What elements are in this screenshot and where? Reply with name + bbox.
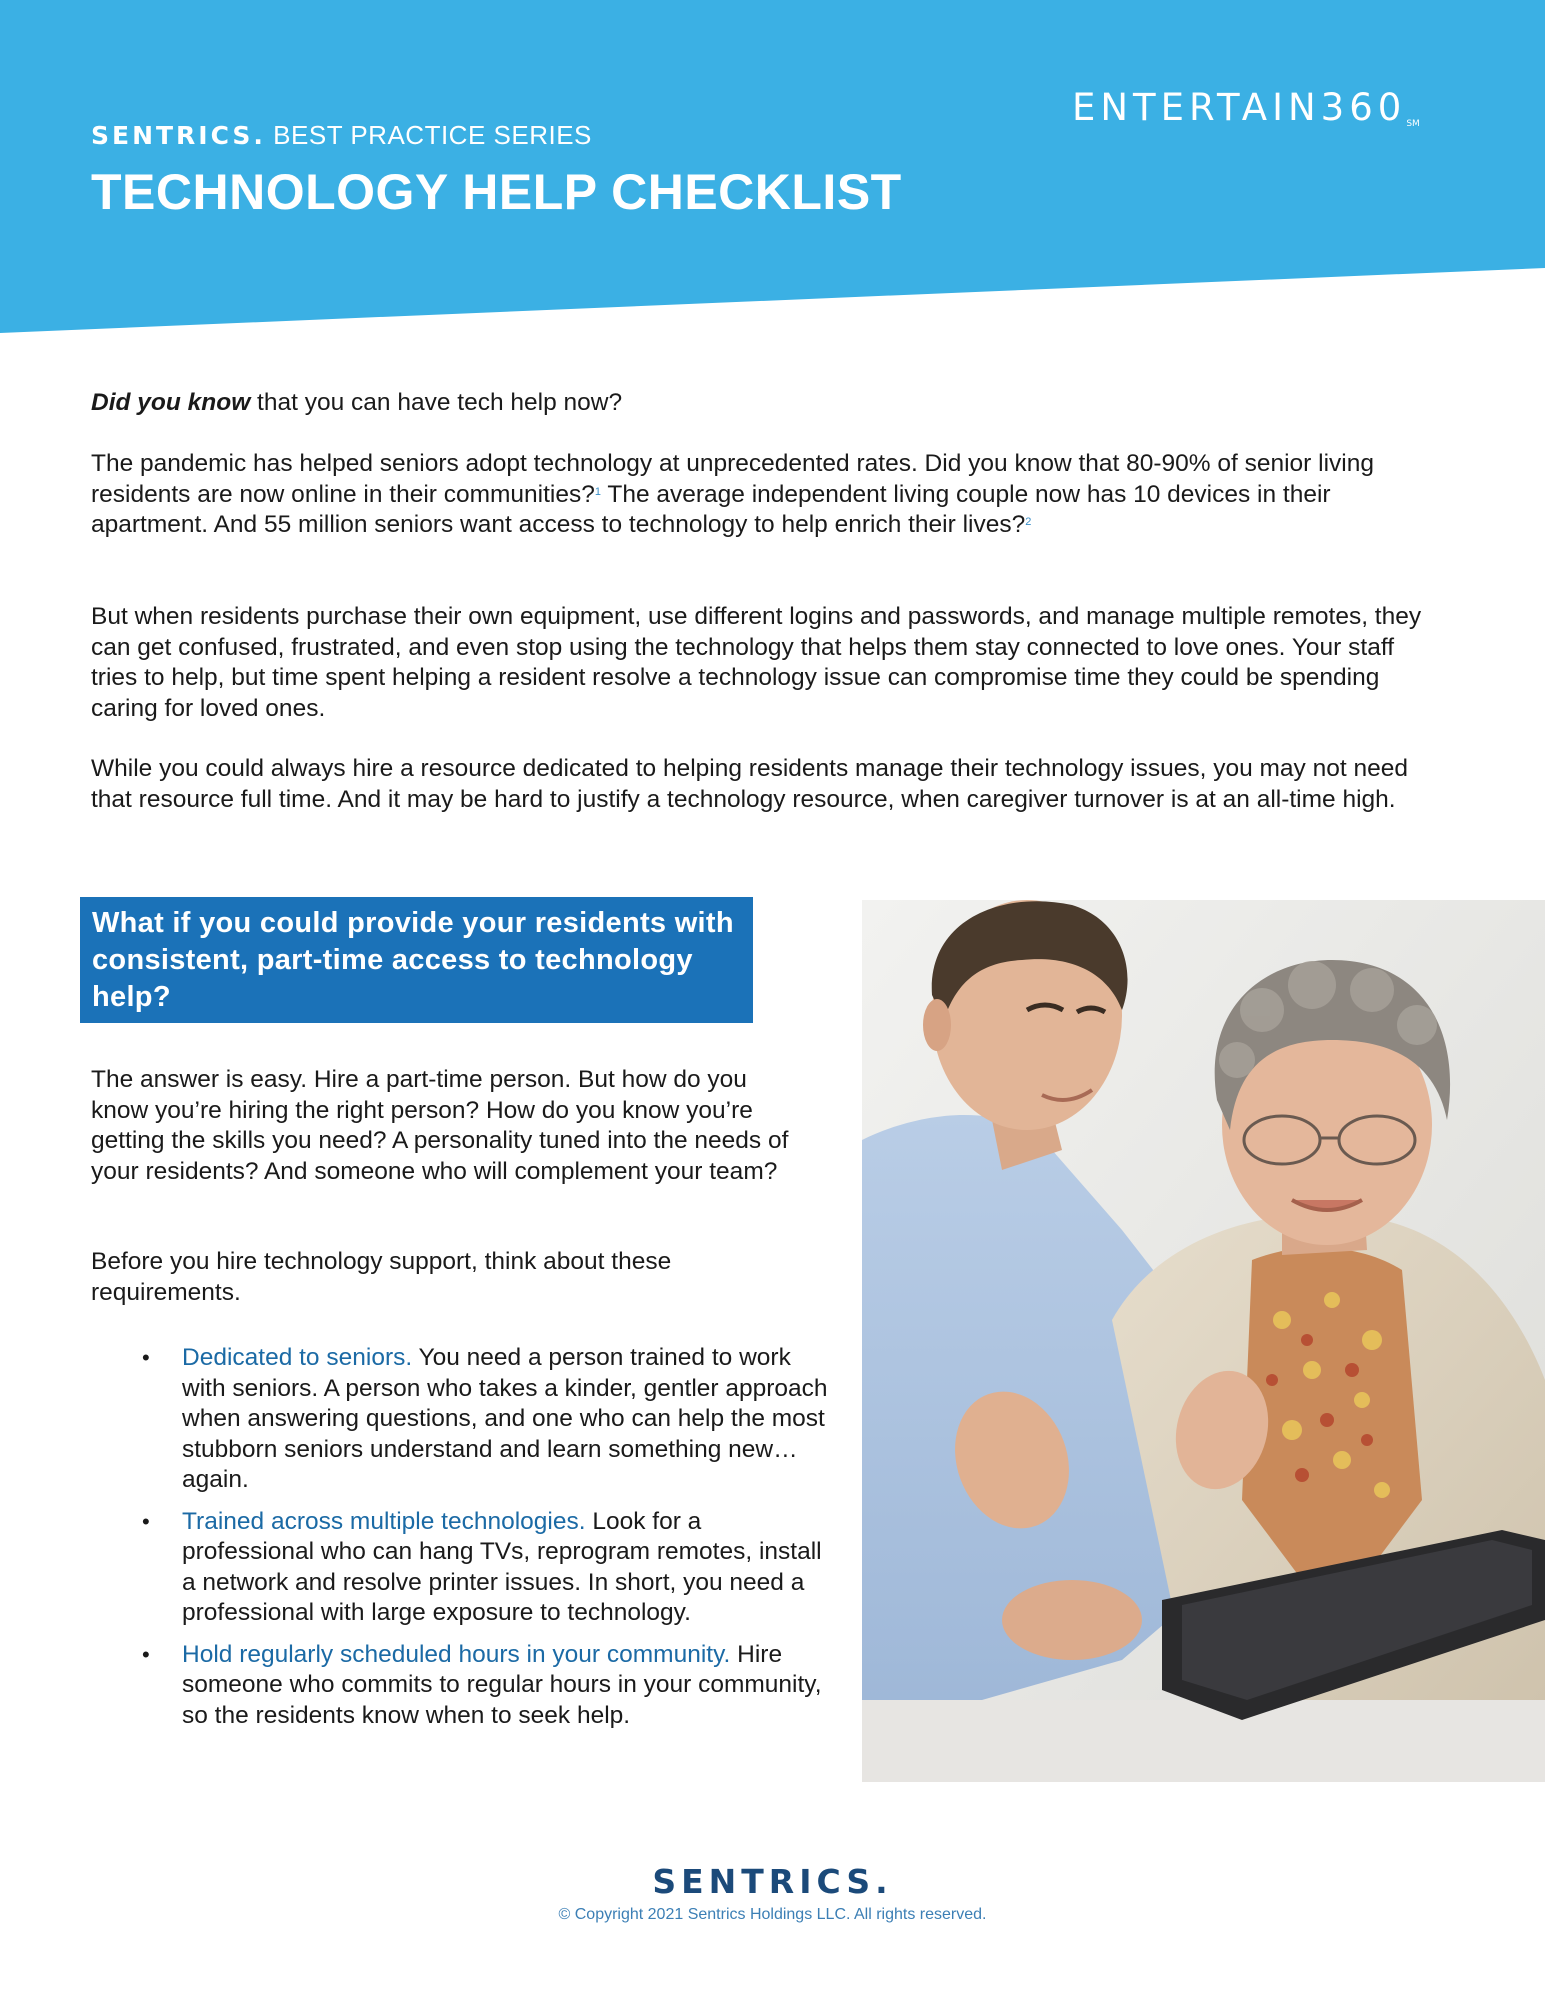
callout-box — [80, 897, 753, 1023]
requirements-list — [140, 1343, 830, 1742]
bullet-marker: • — [142, 1508, 150, 1534]
series-label: BEST PRACTICE SERIES — [273, 120, 592, 150]
photo-man-helping-senior-with-tablet — [862, 900, 1545, 1782]
intro-paragraph-1 — [91, 449, 1441, 541]
requirement-lead: Dedicated to seniors. — [182, 1344, 413, 1371]
service-mark: SM — [1406, 119, 1420, 129]
requirement-item — [140, 1640, 830, 1732]
intro-question-rest: that you can have tech help now? — [250, 389, 623, 416]
intro-paragraph-1-part-b: The average independent living couple now has 10 devices in their apartment. And 55 million seniors want access to technology to help enrich their lives? — [91, 480, 1331, 538]
intro-question-emphasis: Did you know — [91, 389, 251, 416]
intro-paragraph-1-part-a: The pandemic has helped seniors adopt technology at unprecedented rates. Did you know that 80-90% of senior living residents are now online in their communities? — [91, 450, 1374, 508]
requirement-text: Look for a professional who can hang TVs, reprogram remotes, install a network and resolve printer issues. In short, you need a professional with large exposure to technology. — [182, 1507, 822, 1626]
footnote-ref-2[interactable]: 2 — [1025, 516, 1032, 528]
requirement-lead: Trained across multiple technologies. — [182, 1507, 586, 1535]
bullet-marker: • — [142, 1641, 150, 1667]
footnote-ref-1[interactable]: 1 — [594, 485, 601, 498]
requirement-lead: Hold regularly scheduled hours in your community. — [182, 1640, 731, 1668]
sentrics-footer-logo: SENTRICS. — [652, 1862, 893, 1901]
answer-paragraph-1: The answer is easy. Hire a part-time person. But how do you know you’re hiring the right person? How do you know you’re getting the skills you need? A personality tuned into the needs of your residents? And someone who will complement your team? — [91, 1066, 789, 1185]
photo-illustration — [862, 900, 1545, 1782]
requirement-item — [140, 1343, 830, 1496]
callout-heading: What if you could provide your residents with consistent, part-time access to technology help? — [92, 907, 734, 1013]
entertain360-logo — [1072, 86, 1420, 129]
requirement-text: You need a person trained to work with seniors. A person who takes a kinder, gentler approach when answering questions, and one who can help the most stubborn seniors understand and learn something new…again. — [182, 1344, 828, 1493]
intro-question — [91, 388, 1441, 419]
intro-paragraph-3: While you could always hire a resource dedicated to helping residents manage their technology issues, you may not need that resource full time. And it may be hard to justify a technology resource, when caregiver turnover is at an all-time high. — [91, 755, 1408, 813]
entertain360-logo-text: ENTERTAIN360 — [1072, 86, 1407, 129]
answer-paragraph-2: Before you hire technology support, think about these requirements. — [91, 1248, 672, 1306]
series-line — [91, 120, 592, 151]
requirement-item — [140, 1507, 830, 1629]
copyright-notice: © Copyright 2021 Sentrics Holdings LLC. All rights reserved. — [558, 1906, 987, 1923]
bullet-marker: • — [142, 1345, 150, 1370]
intro-paragraph-2: But when residents purchase their own equipment, use different logins and passwords, and manage multiple remotes, they can get confused, frustrated, and even stop using the technology that helps them stay connected to love ones. Your staff tries to help, but time spent helping a resident resolve a technology issue can compromise time they could be spending caring for loved ones. — [91, 603, 1422, 722]
requirement-text: Hire someone who commits to regular hours in your community, so the residents know when to seek help. — [182, 1640, 822, 1729]
sentrics-series-logo: SENTRICS. — [91, 121, 266, 150]
page-title: TECHNOLOGY HELP CHECKLIST — [91, 164, 902, 220]
